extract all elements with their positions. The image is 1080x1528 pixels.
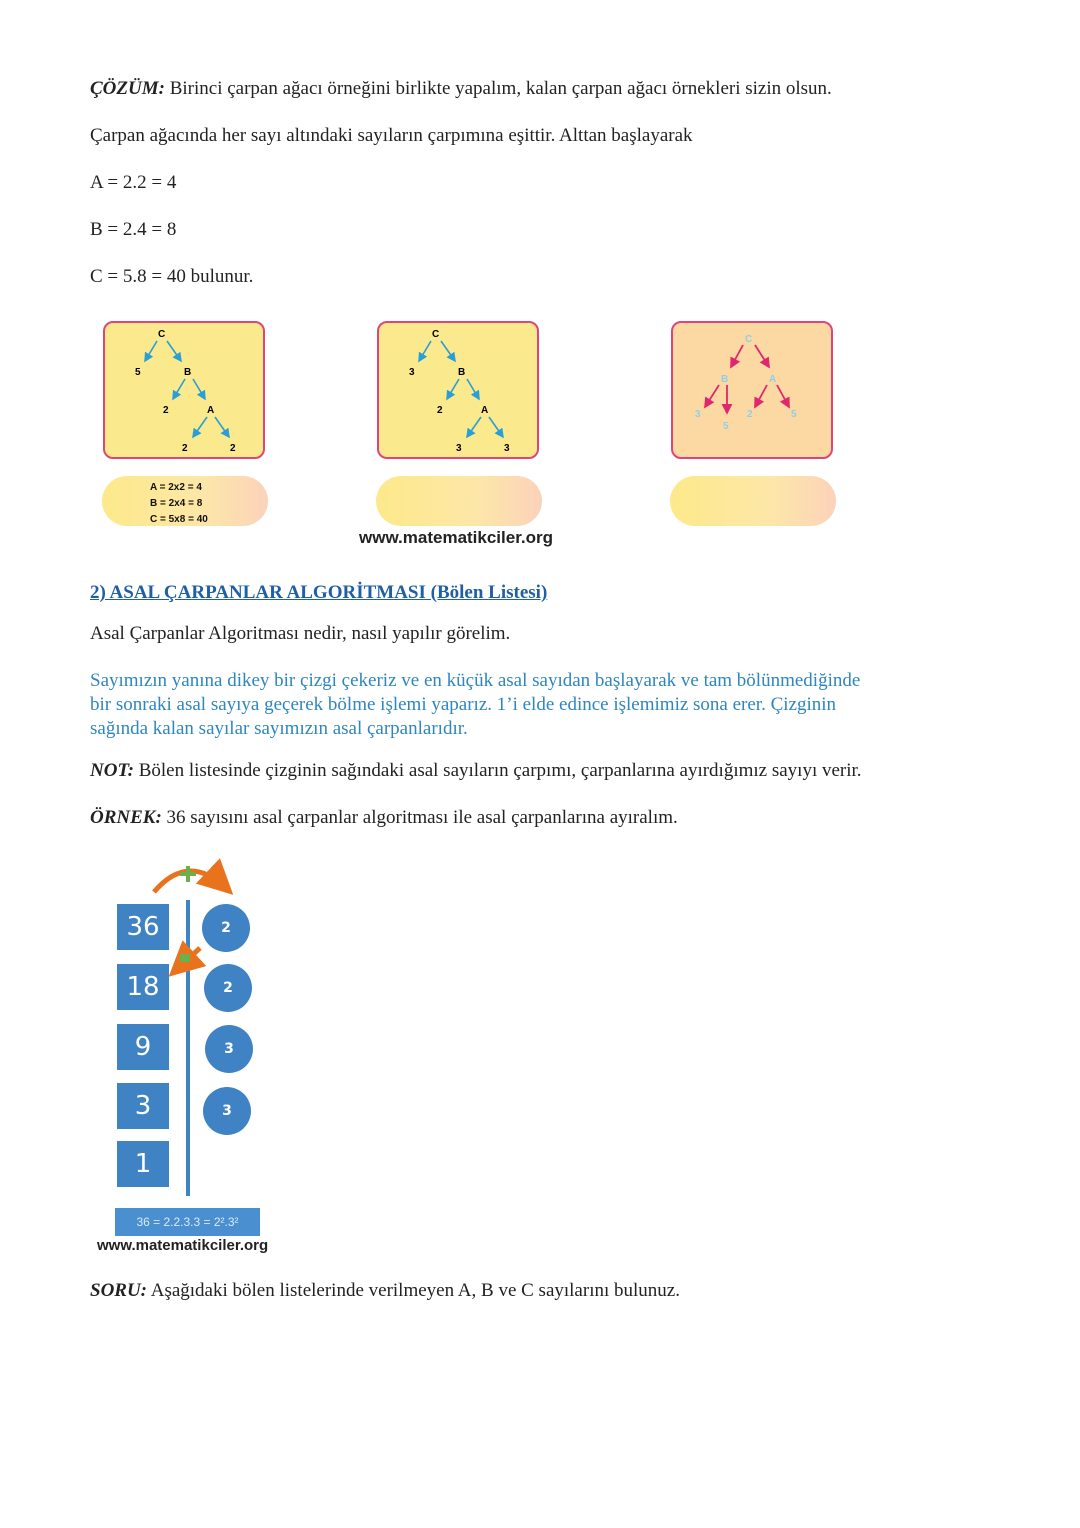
tree-branch bbox=[467, 379, 479, 399]
tree-node-root: C bbox=[745, 334, 753, 345]
tree-node-left-3: 3 bbox=[456, 443, 462, 454]
website-watermark-1: www.matematikciler.org bbox=[359, 528, 553, 547]
tree-node-left-1: 5 bbox=[135, 367, 141, 378]
note-text: Bölen listesinde çizginin sağındaki asal sayıların çarpımı, çarpanlarına ayırdığımız sayıyı verir. bbox=[133, 760, 862, 781]
question-paragraph bbox=[90, 1279, 680, 1303]
tree-node-root: C bbox=[158, 329, 166, 340]
answer-a: A = 2x2 = 4 bbox=[150, 482, 202, 493]
tree-branch bbox=[705, 385, 719, 407]
divisor-number: 1 bbox=[117, 1141, 169, 1187]
tree-node-left-1: 3 bbox=[409, 367, 415, 378]
tree-branch bbox=[419, 341, 431, 361]
equation-c: C = 5.8 = 40 bulunur. bbox=[90, 266, 254, 287]
factor-tree-2-diagram bbox=[379, 323, 537, 457]
website-watermark-2: www.matematikciler.org bbox=[97, 1237, 269, 1254]
tree-branch bbox=[215, 417, 229, 437]
tree-node-right-1: B bbox=[458, 367, 466, 378]
solution-text: Birinci çarpan ağacı örneğini birlikte yapalım, kalan çarpan ağacı örnekleri sizin olsun. bbox=[164, 78, 832, 99]
tree-node-right-3: 3 bbox=[504, 443, 510, 454]
blue-line-2: bir sonraki asal sayıya geçerek bölme işlemi yaparız. 1’i elde edince işlemimiz sona erer. Çizginin bbox=[90, 694, 837, 715]
factor-tree-1-diagram bbox=[105, 323, 263, 457]
prime-factor: 2 bbox=[204, 964, 252, 1012]
question-text: Aşağıdaki bölen listelerinde verilmeyen A, B ve C sayılarını bulunuz. bbox=[147, 1280, 680, 1301]
tree-branch bbox=[193, 379, 205, 399]
solution-paragraph bbox=[90, 77, 832, 101]
blue-line-1: Sayımızın yanına dikey bir çizgi çekeriz ve en küçük asal sayıdan başlayarak ve tam bölünmediğinde bbox=[90, 670, 861, 691]
example-paragraph bbox=[90, 806, 678, 830]
prime-factor: 3 bbox=[203, 1087, 251, 1135]
factor-tree-3 bbox=[671, 321, 833, 459]
tree-node-left-2: 2 bbox=[163, 405, 169, 416]
note-paragraph bbox=[90, 759, 862, 783]
divisor-number: 3 bbox=[117, 1083, 169, 1129]
tree-branch bbox=[145, 341, 157, 361]
tree-branch bbox=[173, 379, 185, 399]
tree-node-b1: 3 bbox=[695, 409, 701, 420]
example-text: 36 sayısını asal çarpanlar algoritması ile asal çarpanlarına ayıralım. bbox=[161, 807, 678, 828]
tree-node-b: B bbox=[721, 374, 729, 385]
answer-pill-3 bbox=[670, 476, 836, 526]
factor-tree-1 bbox=[103, 321, 265, 459]
example-label: ÖRNEK: bbox=[90, 807, 162, 828]
factor-tree-2 bbox=[377, 321, 539, 459]
tree-node-left-3: 2 bbox=[182, 443, 188, 454]
divide-icon bbox=[180, 954, 190, 962]
equation-b: B = 2.4 = 8 bbox=[90, 219, 177, 240]
divisor-number: 9 bbox=[117, 1024, 169, 1070]
section-intro: Asal Çarpanlar Algoritması nedir, nasıl yapılır görelim. bbox=[90, 623, 511, 644]
tree-branch bbox=[193, 417, 207, 437]
tree-node-root: C bbox=[432, 329, 440, 340]
tree-node-right-1: B bbox=[184, 367, 192, 378]
plus-icon bbox=[180, 866, 196, 882]
answer-c: C = 5x8 = 40 bbox=[150, 514, 208, 525]
factor-tree-3-diagram bbox=[673, 323, 831, 457]
blue-line-3: sağında kalan sayılar sayımızın asal çarpanlarıdır. bbox=[90, 718, 468, 739]
tree-node-b2: 5 bbox=[723, 421, 729, 432]
tree-node-a2: 5 bbox=[791, 409, 797, 420]
answer-pill-2 bbox=[376, 476, 542, 526]
tree-branch bbox=[467, 417, 481, 437]
divisor-number: 36 bbox=[117, 904, 169, 950]
note-label: NOT: bbox=[90, 760, 134, 781]
result-band: 36 = 2.2.3.3 = 2².3² bbox=[115, 1208, 260, 1236]
answer-pill-1 bbox=[102, 476, 268, 526]
tree-branch bbox=[489, 417, 503, 437]
tree-branch bbox=[441, 341, 455, 361]
tree-node-a1: 2 bbox=[747, 409, 753, 420]
tree-node-left-2: 2 bbox=[437, 405, 443, 416]
equation-a: A = 2.2 = 4 bbox=[90, 172, 177, 193]
tree-node-right-2: A bbox=[481, 405, 489, 416]
tree-node-right-3: 2 bbox=[230, 443, 236, 454]
section-heading: 2) ASAL ÇARPANLAR ALGORİTMASI (Bölen Listesi) bbox=[90, 582, 548, 603]
question-label: SORU: bbox=[90, 1280, 148, 1301]
prime-factor: 3 bbox=[205, 1025, 253, 1073]
answer-b: B = 2x4 = 8 bbox=[150, 498, 203, 509]
tree-branch bbox=[755, 385, 767, 407]
tree-branch bbox=[167, 341, 181, 361]
solution-label: ÇÖZÜM: bbox=[90, 78, 165, 99]
explain-paragraph: Çarpan ağacında her sayı altındaki sayıların çarpımına eşittir. Alttan başlayarak bbox=[90, 125, 693, 146]
divisor-number: 18 bbox=[117, 964, 169, 1010]
tree-branch bbox=[731, 345, 743, 367]
prime-factor: 2 bbox=[202, 904, 250, 952]
tree-node-right-2: A bbox=[207, 405, 215, 416]
tree-branch bbox=[777, 385, 789, 407]
tree-branch bbox=[447, 379, 459, 399]
tree-branch bbox=[755, 345, 769, 367]
tree-node-a: A bbox=[769, 374, 777, 385]
